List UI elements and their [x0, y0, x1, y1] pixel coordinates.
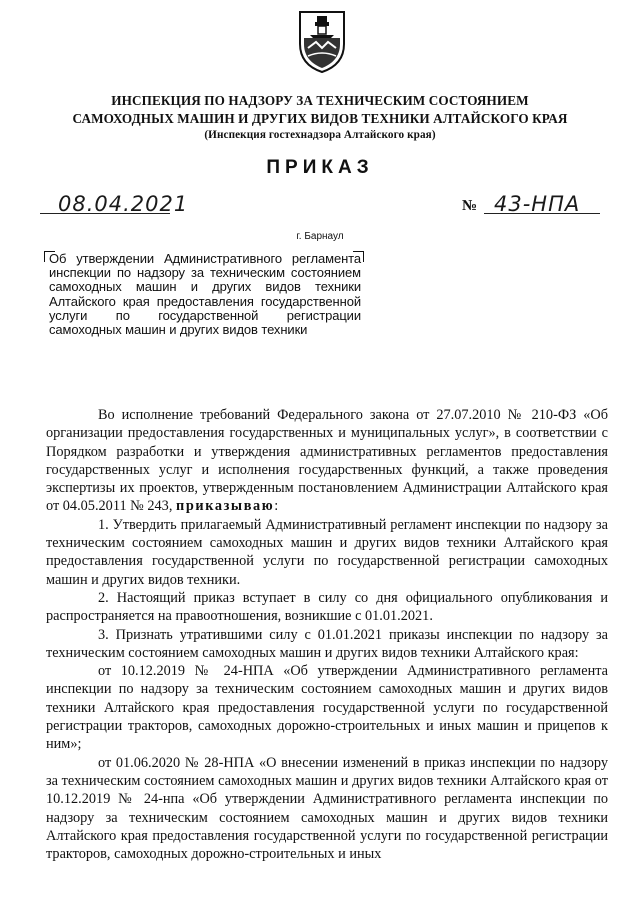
- document-title: ПРИКАЗ: [266, 157, 374, 178]
- org-name-line2: САМОХОДНЫХ МАШИН И ДРУГИХ ВИДОВ ТЕХНИКИ АЛТАЙСКОГО КРАЯ: [72, 111, 568, 126]
- document-body: [46, 406, 608, 863]
- number-sign: №: [462, 198, 478, 214]
- paragraph-repealed-order-2: от 01.06.2020 № 28-НПА «О внесении изменений в приказ инспекции по надзору за техническим состоянием самоходных машин и других видов техники Алтайского края от 10.12.2019 № 24-нпа «Об утверждении Административного регламента инспекции по надзору за техническим состоянием самоходных машин и других видов техники Алтайского края предоставления государственной услуги по государственной регистрации тракторов, самоходных дорожно-строительных и иных: [46, 754, 608, 863]
- org-name-line1: ИНСПЕКЦИЯ ПО НАДЗОРУ ЗА ТЕХНИЧЕСКИМ СОСТОЯНИЕМ: [111, 93, 529, 108]
- document-number: 43-НПА: [494, 192, 581, 216]
- org-short-name: (Инспекция гостехнадзора Алтайского края): [204, 129, 436, 141]
- order-keyword: приказываю: [175, 498, 275, 515]
- paragraph-repealed-order-1: от 10.12.2019 № 24-НПА «Об утверждении Административного регламента инспекции по надзору за техническим состоянием самоходных машин и других видов техники Алтайского края предоставления государственной услуги по государственной регистрации тракторов, самоходных дорожно-строительных и иных машин и прицепов к ним»;: [46, 663, 608, 753]
- number-underline: [484, 213, 600, 214]
- date-underline: [40, 213, 170, 214]
- city: г. Барнаул: [296, 231, 344, 242]
- document-subject: Об утверждении Административного регламента инспекции по надзору за техническим состоянием самоходных машин и других видов техники Алтайского края предоставления государственной услуги по государственной регистрации самоходных машин и других видов техники: [49, 251, 361, 338]
- paragraph-item-2: 2. Настоящий приказ вступает в силу со дня официального опубликования и распространяется на правоотношения, возникшие с 01.01.2021.: [46, 589, 608, 625]
- preamble-text: Во исполнение требований Федерального закона от 27.07.2010 № 210-ФЗ «Об организации предоставления государственных и муниципальных услуг», в соответствии с Порядком разработки и утверждения административных регламентов предоставления государственных услуг и исполнения государственных функций, а также проведения экспертизы их проектов, утвержденным постановлением Администрации Алтайского края от 04.05.2011 № 243,: [46, 407, 608, 515]
- paragraph-item-3: 3. Признать утратившими силу с 01.01.2021 приказы инспекции по надзору за техническим состоянием самоходных машин и других видов техники Алтайского края:: [46, 626, 608, 661]
- paragraph-preamble: [46, 406, 608, 516]
- preamble-end: :: [274, 498, 279, 515]
- coat-of-arms-icon: [296, 8, 348, 74]
- document-date: 08.04.2021: [58, 192, 189, 216]
- paragraph-item-1: 1. Утвердить прилагаемый Административный регламент инспекции по надзору за техническим состоянием самоходных машин и других видов техники Алтайского края предоставления государственной услуги по государственной регистрации самоходных машин и других видов техники.: [46, 516, 608, 588]
